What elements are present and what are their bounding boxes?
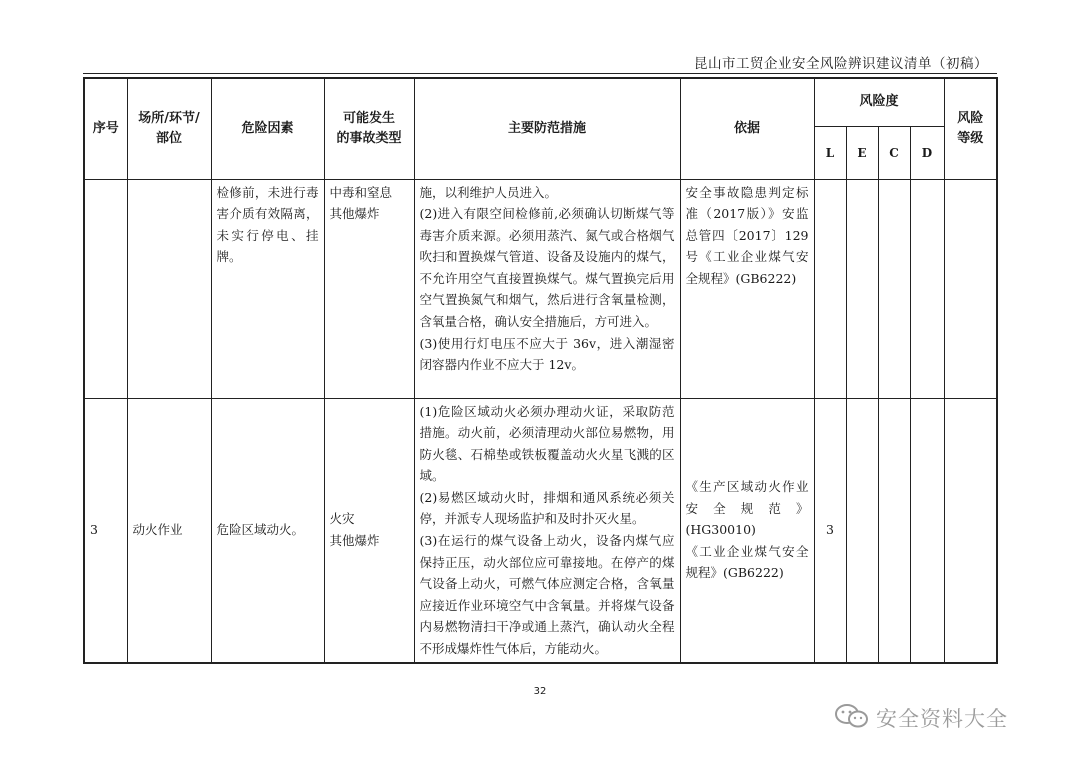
watermark xyxy=(834,703,1008,733)
header-C: C xyxy=(878,126,910,179)
table-row xyxy=(84,398,997,663)
header-measures: 主要防范措施 xyxy=(414,78,680,179)
header-risk-level: 风险 等级 xyxy=(944,78,997,179)
cell-E xyxy=(846,179,878,398)
cell-basis: 《生产区域动火作业安全规范》(HG30010) 《工业企业煤气安全规程》(GB6222) xyxy=(680,398,814,663)
cell-risk-level xyxy=(944,398,997,663)
cell-risk-level xyxy=(944,179,997,398)
cell-measures: (1)危险区域动火必须办理动火证，采取防范措施。动火前，必须清理动火部位易燃物，用防火毯、石棉垫或铁板覆盖动火火星飞溅的区域。 (2)易燃区域动火时，排烟和通风系统必须关停，并派专人现场监护和及时扑灭火星。 (3)在运行的煤气设备上动火，设备内煤气应保持正压，动火部位应可靠接地。在停产的煤气设备上动火，可燃气体应测定合格，含氧量应接近作业环境空气中含氧量。并将煤气设备内易燃物清扫干净或通上蒸汽，确认动火全程不形成爆炸性气体后，方能动火。 xyxy=(414,398,680,663)
cell-seq xyxy=(84,179,127,398)
cell-location xyxy=(127,179,211,398)
header-risk-degree: 风险度 xyxy=(814,78,944,126)
cell-accident-type: 中毒和窒息 其他爆炸 xyxy=(324,179,414,398)
header-L: L xyxy=(814,126,846,179)
cell-C xyxy=(878,398,910,663)
header-accident-type: 可能发生 的事故类型 xyxy=(324,78,414,179)
cell-accident-type: 火灾 其他爆炸 xyxy=(324,398,414,663)
document-header-title: 昆山市工贸企业安全风险辨识建议清单（初稿） xyxy=(694,56,988,72)
wechat-icon xyxy=(834,703,870,733)
header-D: D xyxy=(910,126,944,179)
cell-D xyxy=(910,179,944,398)
cell-seq: 3 xyxy=(84,398,127,663)
cell-L: 3 xyxy=(814,398,846,663)
header-location: 场所/环节/ 部位 xyxy=(127,78,211,179)
risk-table xyxy=(83,77,998,664)
cell-hazard: 检修前，未进行毒害介质有效隔离，未实行停电、挂牌。 xyxy=(211,179,324,398)
header-basis: 依据 xyxy=(680,78,814,179)
header-E: E xyxy=(846,126,878,179)
cell-C xyxy=(878,179,910,398)
cell-E xyxy=(846,398,878,663)
cell-D xyxy=(910,398,944,663)
cell-location: 动火作业 xyxy=(127,398,211,663)
watermark-text: 安全资料大全 xyxy=(876,707,1008,731)
cell-basis: 安全事故隐患判定标准（2017版）》安监总管四〔2017〕129号《工业企业煤气安全规程》(GB6222) xyxy=(680,179,814,398)
cell-hazard: 危险区域动火。 xyxy=(211,398,324,663)
header-seq: 序号 xyxy=(84,78,127,179)
cell-L xyxy=(814,179,846,398)
header-hazard: 危险因素 xyxy=(211,78,324,179)
cell-measures: 施，以利维护人员进入。 (2)进入有限空间检修前,必须确认切断煤气等毒害介质来源。必须用蒸汽、氮气或合格烟气吹扫和置换煤气管道、设备及设施内的煤气，不允许用空气直接置换煤气。煤气置换完后用空气置换氮气和烟气，然后进行含氧量检测，含氧量合格，确认安全措施后，方可进入。 (3)使用行灯电压不应大于 36v，进入潮湿密闭容器内作业不应大于 12v。 xyxy=(414,179,680,398)
header-rule xyxy=(83,73,997,74)
table-row xyxy=(84,179,997,398)
page-number: 32 xyxy=(533,686,547,697)
